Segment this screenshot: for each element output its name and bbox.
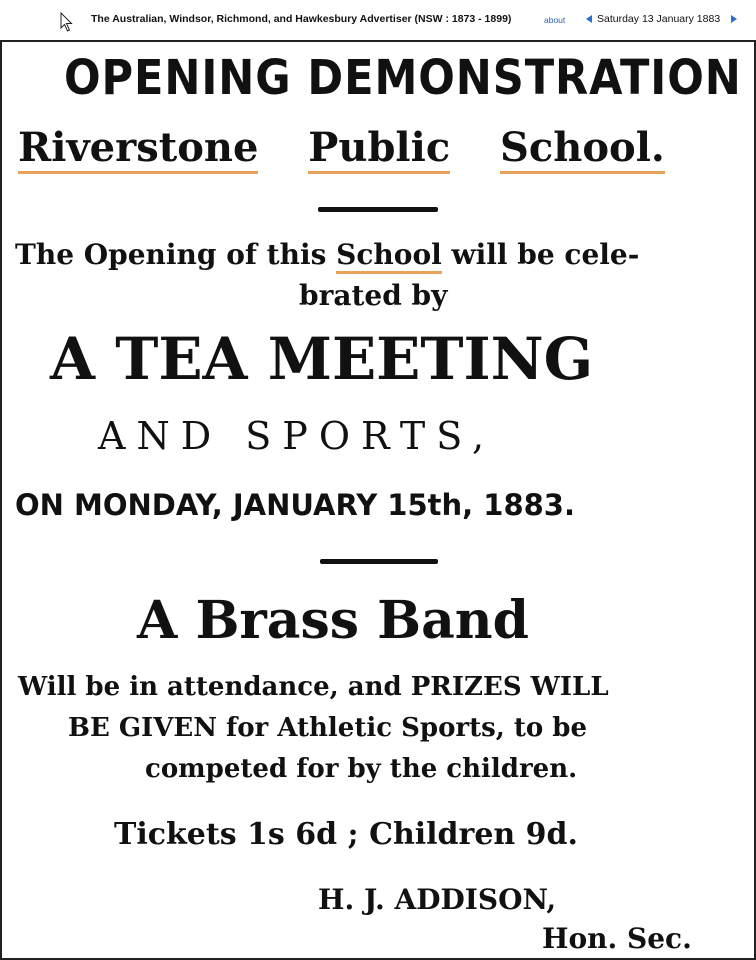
signature-name: H. J. ADDISON,: [318, 883, 557, 916]
search-hit-school: School.: [500, 124, 665, 174]
search-hit-riverstone: Riverstone: [18, 124, 258, 174]
divider-rule: [318, 207, 438, 212]
about-link[interactable]: about: [544, 15, 566, 25]
attendance-line-3: competed for by the children.: [145, 754, 578, 784]
triangle-right-icon[interactable]: [731, 15, 737, 23]
search-hit-public: Public: [308, 124, 450, 174]
mouse-pointer-icon: [60, 12, 74, 32]
issue-date-link[interactable]: Saturday 13 January 1883: [597, 13, 721, 25]
and-sports-heading: AND SPORTS,: [98, 414, 496, 458]
newspaper-article-image: [0, 40, 756, 960]
tea-meeting-heading: A TEA MEETING: [50, 325, 594, 393]
publication-title: The Australian, Windsor, Richmond, and Hawkesbury Advertiser (NSW : 1873 - 1899): [91, 13, 512, 25]
signature-title: Hon. Sec.: [542, 922, 692, 955]
attendance-line-1: Will be in attendance, and PRIZES WILL: [18, 672, 609, 702]
opening-line-2: brated by: [299, 279, 448, 312]
ticket-prices: Tickets 1s 6d ; Children 9d.: [114, 817, 578, 852]
search-hit-school-2: School: [336, 238, 442, 274]
opening-line-1: The Opening of this School will be cele-: [15, 238, 639, 271]
attendance-line-2: BE GIVEN for Athletic Sports, to be: [68, 713, 587, 743]
article-headline: OPENING DEMONSTRATION: [64, 50, 742, 106]
viewer-toolbar: [0, 0, 756, 40]
event-date-line: ON MONDAY, JANUARY 15th, 1883.: [15, 488, 576, 522]
school-name-line: [18, 124, 665, 174]
triangle-left-icon[interactable]: [586, 15, 592, 23]
divider-rule: [320, 559, 438, 564]
brass-band-heading: A Brass Band: [137, 590, 529, 651]
